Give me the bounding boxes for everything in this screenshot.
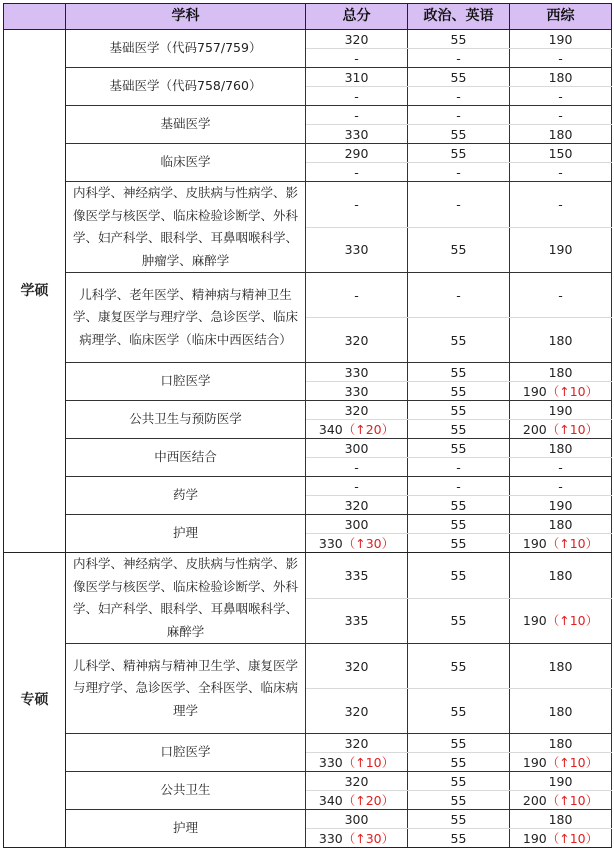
politics-english-cell	[408, 49, 510, 68]
total-cell	[306, 106, 408, 125]
total-cell	[306, 144, 408, 163]
table-row	[4, 30, 612, 49]
total-cell-value: 330	[344, 242, 369, 258]
politics-english-cell	[408, 734, 510, 753]
western-cell-value: -	[558, 50, 563, 66]
total-cell	[306, 68, 408, 87]
politics-english-cell	[408, 829, 510, 848]
total-cell-value: 330	[344, 383, 369, 399]
total-cell	[306, 734, 408, 753]
total-cell-value: 320	[344, 703, 369, 719]
politics-english-cell-value: 55	[450, 567, 467, 583]
table-row	[4, 553, 612, 599]
western-cell-value: 180	[548, 567, 573, 583]
total-cell	[306, 772, 408, 791]
politics-english-cell-value: -	[456, 459, 461, 475]
politics-english-cell-value: 55	[450, 773, 467, 789]
politics-english-cell-value: 55	[450, 364, 467, 380]
western-cell	[510, 363, 612, 382]
table-row	[4, 68, 612, 87]
politics-english-cell-value: 55	[450, 31, 467, 47]
total-cell-value: -	[354, 50, 359, 66]
total-cell-value: 330	[318, 830, 343, 846]
western-cell	[510, 458, 612, 477]
subject-cell: 公共卫生与预防医学	[66, 401, 306, 439]
total-cell	[306, 439, 408, 458]
degree-label: 学硕	[4, 30, 66, 553]
politics-english-cell	[408, 401, 510, 420]
total-cell	[306, 598, 408, 644]
western-cell-value: 180	[548, 516, 573, 532]
politics-english-cell	[408, 515, 510, 534]
politics-english-cell	[408, 318, 510, 363]
total-cell-value: 320	[344, 773, 369, 789]
western-cell-value: 190	[522, 613, 547, 629]
western-cell-value: -	[558, 107, 563, 123]
politics-english-cell-value: 55	[450, 440, 467, 456]
total-cell-value: -	[354, 287, 359, 303]
total-cell	[306, 30, 408, 49]
increase-badge: （↑10）	[546, 421, 599, 437]
politics-english-cell	[408, 689, 510, 734]
subject-cell: 口腔医学	[66, 363, 306, 401]
total-cell	[306, 420, 408, 439]
subject-cell: 内科学、神经病学、皮肤病与性病学、影像医学与核医学、临床检验诊断学、外科学、妇产科学、眼科学、耳鼻咽喉科学、麻醉学	[66, 553, 306, 644]
western-cell-value: 190	[522, 754, 547, 770]
subject-cell: 公共卫生	[66, 772, 306, 810]
western-cell-value: 190	[548, 242, 573, 258]
politics-english-cell	[408, 534, 510, 553]
politics-english-cell	[408, 598, 510, 644]
total-cell	[306, 689, 408, 734]
total-cell-value: 300	[344, 516, 369, 532]
total-cell	[306, 496, 408, 515]
table-row	[4, 515, 612, 534]
increase-badge: （↑10）	[342, 754, 395, 770]
header-total: 总分	[306, 4, 408, 30]
politics-english-cell	[408, 363, 510, 382]
table-row	[4, 644, 612, 689]
politics-english-cell-value: 55	[450, 332, 467, 348]
total-cell	[306, 382, 408, 401]
total-cell-value: -	[354, 107, 359, 123]
increase-badge: （↑10）	[546, 613, 599, 629]
header-western: 西综	[510, 4, 612, 30]
total-cell	[306, 553, 408, 599]
subject-cell: 内科学、神经病学、皮肤病与性病学、影像医学与核医学、临床检验诊断学、外科学、妇产科学、眼科学、耳鼻咽喉科学、肿瘤学、麻醉学	[66, 182, 306, 273]
total-cell-value: 320	[344, 31, 369, 47]
total-cell	[306, 810, 408, 829]
table-row	[4, 363, 612, 382]
western-cell	[510, 144, 612, 163]
total-cell	[306, 87, 408, 106]
politics-english-cell	[408, 227, 510, 273]
western-cell-value: 180	[548, 440, 573, 456]
table-row	[4, 182, 612, 228]
increase-badge: （↑10）	[546, 792, 599, 808]
politics-english-cell-value: 55	[450, 658, 467, 674]
politics-english-cell	[408, 106, 510, 125]
western-cell-value: 190	[522, 830, 547, 846]
total-cell-value: -	[354, 196, 359, 212]
total-cell-value: 330	[344, 364, 369, 380]
western-cell	[510, 496, 612, 515]
total-cell-value: 340	[318, 792, 343, 808]
politics-english-cell	[408, 644, 510, 689]
subject-cell: 基础医学（代码758/760）	[66, 68, 306, 106]
western-cell-value: 180	[548, 364, 573, 380]
politics-english-cell-value: 55	[450, 613, 467, 629]
politics-english-cell	[408, 182, 510, 228]
western-cell-value: 180	[548, 126, 573, 142]
increase-badge: （↑30）	[342, 535, 395, 551]
politics-english-cell-value: 55	[450, 754, 467, 770]
subject-cell: 儿科学、老年医学、精神病与精神卫生学、康复医学与理疗学、急诊医学、临床病理学、临床医学（临床中西医结合）	[66, 273, 306, 363]
total-cell	[306, 458, 408, 477]
western-cell-value: -	[558, 478, 563, 494]
subject-cell: 儿科学、精神病与精神卫生学、康复医学与理疗学、急诊医学、全科医学、临床病理学	[66, 644, 306, 734]
western-cell	[510, 182, 612, 228]
western-cell	[510, 125, 612, 144]
western-cell-value: 190	[548, 402, 573, 418]
western-cell	[510, 227, 612, 273]
subject-cell: 护理	[66, 515, 306, 553]
politics-english-cell-value: 55	[450, 830, 467, 846]
western-cell-value: 190	[522, 535, 547, 551]
increase-badge: （↑10）	[546, 830, 599, 846]
header-blank	[4, 4, 66, 30]
western-cell	[510, 644, 612, 689]
western-cell	[510, 420, 612, 439]
total-cell-value: 320	[344, 497, 369, 513]
total-cell	[306, 318, 408, 363]
western-cell	[510, 772, 612, 791]
western-cell-value: -	[558, 164, 563, 180]
western-cell	[510, 477, 612, 496]
western-cell-value: 180	[548, 811, 573, 827]
increase-badge: （↑10）	[546, 535, 599, 551]
increase-badge: （↑10）	[546, 754, 599, 770]
table-row	[4, 439, 612, 458]
western-cell-value: 180	[548, 703, 573, 719]
total-cell	[306, 273, 408, 318]
increase-badge: （↑10）	[546, 383, 599, 399]
total-cell-value: 320	[344, 332, 369, 348]
western-cell	[510, 829, 612, 848]
politics-english-cell	[408, 68, 510, 87]
western-cell	[510, 515, 612, 534]
politics-english-cell	[408, 753, 510, 772]
politics-english-cell-value: -	[456, 164, 461, 180]
western-cell	[510, 87, 612, 106]
total-cell	[306, 644, 408, 689]
politics-english-cell	[408, 772, 510, 791]
total-cell-value: 320	[344, 658, 369, 674]
total-cell-value: 300	[344, 440, 369, 456]
politics-english-cell	[408, 163, 510, 182]
total-cell-value: -	[354, 459, 359, 475]
total-cell-value: 290	[344, 145, 369, 161]
politics-english-cell-value: 55	[450, 145, 467, 161]
total-cell	[306, 753, 408, 772]
politics-english-cell-value: 55	[450, 535, 467, 551]
total-cell-value: 330	[344, 126, 369, 142]
western-cell-value: -	[558, 88, 563, 104]
politics-english-cell	[408, 144, 510, 163]
table-row	[4, 734, 612, 753]
subject-cell: 基础医学	[66, 106, 306, 144]
header-politics-english: 政治、英语	[408, 4, 510, 30]
table-row	[4, 810, 612, 829]
western-cell	[510, 382, 612, 401]
table-row	[4, 772, 612, 791]
subject-cell: 护理	[66, 810, 306, 848]
increase-badge: （↑20）	[342, 421, 395, 437]
western-cell	[510, 753, 612, 772]
table-row	[4, 144, 612, 163]
increase-badge: （↑20）	[342, 792, 395, 808]
subject-cell: 中西医结合	[66, 439, 306, 477]
politics-english-cell-value: 55	[450, 242, 467, 258]
table-row	[4, 477, 612, 496]
total-cell-value: -	[354, 478, 359, 494]
western-cell-value: -	[558, 287, 563, 303]
politics-english-cell	[408, 496, 510, 515]
western-cell	[510, 734, 612, 753]
total-cell	[306, 182, 408, 228]
subject-cell: 药学	[66, 477, 306, 515]
western-cell-value: -	[558, 196, 563, 212]
politics-english-cell	[408, 553, 510, 599]
politics-english-cell	[408, 791, 510, 810]
western-cell	[510, 49, 612, 68]
header-row	[4, 4, 612, 30]
western-cell-value: -	[558, 459, 563, 475]
subject-cell: 临床医学	[66, 144, 306, 182]
politics-english-cell	[408, 125, 510, 144]
total-cell	[306, 477, 408, 496]
total-cell	[306, 125, 408, 144]
score-table	[3, 3, 612, 848]
politics-english-cell-value: 55	[450, 497, 467, 513]
western-cell-value: 200	[522, 421, 547, 437]
politics-english-cell	[408, 87, 510, 106]
politics-english-cell	[408, 439, 510, 458]
total-cell-value: -	[354, 164, 359, 180]
politics-english-cell-value: -	[456, 50, 461, 66]
western-cell-value: 190	[522, 383, 547, 399]
total-cell-value: 340	[318, 421, 343, 437]
table-row	[4, 273, 612, 318]
western-cell	[510, 598, 612, 644]
subject-cell: 口腔医学	[66, 734, 306, 772]
total-cell	[306, 227, 408, 273]
western-cell-value: 200	[522, 792, 547, 808]
politics-english-cell	[408, 477, 510, 496]
total-cell	[306, 401, 408, 420]
western-cell-value: 190	[548, 31, 573, 47]
western-cell	[510, 68, 612, 87]
western-cell-value: 180	[548, 735, 573, 751]
politics-english-cell-value: 55	[450, 69, 467, 85]
header-subject: 学科	[66, 4, 306, 30]
total-cell	[306, 534, 408, 553]
total-cell-value: -	[354, 88, 359, 104]
western-cell	[510, 30, 612, 49]
total-cell	[306, 791, 408, 810]
western-cell-value: 180	[548, 69, 573, 85]
politics-english-cell-value: -	[456, 107, 461, 123]
western-cell	[510, 534, 612, 553]
total-cell	[306, 829, 408, 848]
table-body	[4, 30, 612, 848]
western-cell	[510, 791, 612, 810]
politics-english-cell-value: -	[456, 478, 461, 494]
politics-english-cell-value: -	[456, 196, 461, 212]
western-cell	[510, 553, 612, 599]
total-cell-value: 335	[344, 567, 369, 583]
politics-english-cell-value: 55	[450, 421, 467, 437]
western-cell	[510, 163, 612, 182]
total-cell-value: 320	[344, 402, 369, 418]
politics-english-cell-value: 55	[450, 735, 467, 751]
degree-label: 专硕	[4, 553, 66, 848]
increase-badge: （↑30）	[342, 830, 395, 846]
politics-english-cell	[408, 420, 510, 439]
total-cell	[306, 49, 408, 68]
politics-english-cell-value: -	[456, 88, 461, 104]
total-cell-value: 310	[344, 69, 369, 85]
politics-english-cell-value: 55	[450, 126, 467, 142]
politics-english-cell-value: 55	[450, 402, 467, 418]
western-cell	[510, 106, 612, 125]
western-cell	[510, 689, 612, 734]
western-cell-value: 150	[548, 145, 573, 161]
total-cell-value: 335	[344, 613, 369, 629]
western-cell	[510, 318, 612, 363]
western-cell-value: 180	[548, 658, 573, 674]
western-cell-value: 190	[548, 773, 573, 789]
western-cell-value: 180	[548, 332, 573, 348]
politics-english-cell	[408, 30, 510, 49]
politics-english-cell-value: 55	[450, 516, 467, 532]
politics-english-cell-value: -	[456, 287, 461, 303]
western-cell	[510, 439, 612, 458]
western-cell	[510, 273, 612, 318]
total-cell	[306, 363, 408, 382]
politics-english-cell	[408, 458, 510, 477]
subject-cell: 基础医学（代码757/759）	[66, 30, 306, 68]
politics-english-cell-value: 55	[450, 811, 467, 827]
total-cell	[306, 163, 408, 182]
politics-english-cell-value: 55	[450, 792, 467, 808]
total-cell-value: 300	[344, 811, 369, 827]
politics-english-cell	[408, 810, 510, 829]
total-cell	[306, 515, 408, 534]
politics-english-cell-value: 55	[450, 383, 467, 399]
western-cell-value: 190	[548, 497, 573, 513]
politics-english-cell-value: 55	[450, 703, 467, 719]
table-row	[4, 401, 612, 420]
total-cell-value: 320	[344, 735, 369, 751]
total-cell-value: 330	[318, 535, 343, 551]
table-row	[4, 106, 612, 125]
politics-english-cell	[408, 382, 510, 401]
total-cell-value: 330	[318, 754, 343, 770]
western-cell	[510, 401, 612, 420]
politics-english-cell	[408, 273, 510, 318]
western-cell	[510, 810, 612, 829]
